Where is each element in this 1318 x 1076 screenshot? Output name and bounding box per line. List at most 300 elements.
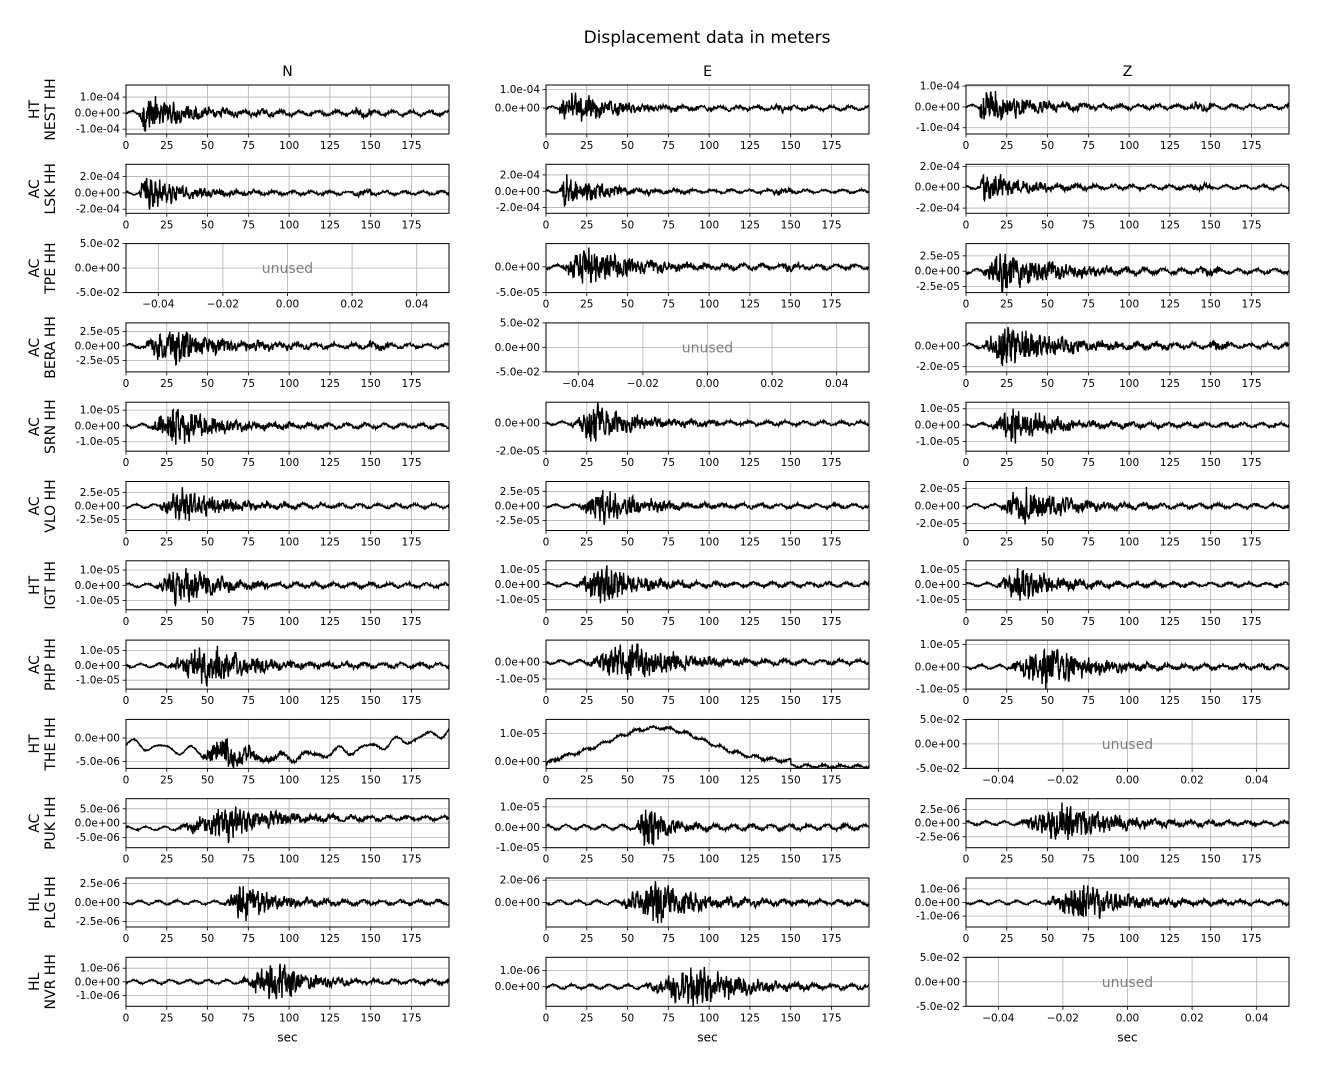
x-tick-label: 25 (580, 298, 594, 311)
unused-panel (915, 952, 1289, 1045)
x-tick-label: 100 (1119, 219, 1140, 232)
x-tick-label: 175 (1241, 933, 1262, 945)
x-tick-label: 100 (279, 140, 300, 152)
x-tick-label: 50 (200, 377, 215, 390)
x-tick-label: 150 (360, 457, 381, 470)
x-tick-label: 100 (699, 695, 720, 708)
x-tick-label: 125 (1159, 615, 1180, 628)
y-tick-label: 5.0e-02 (79, 238, 120, 251)
y-tick-label: -2.0e-05 (915, 518, 960, 530)
y-tick-label: -1.0e-05 (495, 842, 540, 855)
x-tick-label: 0 (122, 1012, 130, 1025)
station-row (27, 714, 1289, 787)
x-tick-label: 75 (661, 140, 676, 152)
x-tick-label: 100 (699, 140, 720, 152)
waveform-trace (966, 174, 1289, 200)
trace-panel (915, 799, 1289, 866)
x-tick-label: 125 (739, 298, 760, 311)
y-tick-label: 0.0e+00 (494, 755, 540, 768)
x-tick-label: 50 (1040, 219, 1055, 232)
trace-panel (915, 323, 1289, 390)
x-tick-label: 50 (1040, 536, 1055, 549)
y-tick-label: -2.0e-05 (915, 361, 960, 374)
trace-panel (495, 84, 869, 152)
x-tick-label: 125 (1159, 377, 1180, 390)
x-tick-label: 0 (122, 933, 130, 945)
x-tick-label: 75 (1081, 933, 1096, 945)
y-tick-label: -2.0e-04 (915, 202, 960, 215)
unused-label: unused (1101, 974, 1154, 991)
waveform-trace (546, 565, 869, 603)
x-axis-label: sec (697, 1030, 718, 1045)
x-tick-label: 25 (1000, 457, 1014, 470)
y-tick-label: -5.0e-02 (915, 762, 960, 775)
y-tick-label: 0.0e+00 (494, 821, 540, 834)
x-tick-label: 25 (1000, 140, 1014, 152)
x-tick-label: −0.02 (1046, 774, 1079, 787)
y-tick-label: -2.5e-05 (75, 514, 120, 527)
x-tick-label: 50 (620, 695, 635, 708)
x-tick-label: 50 (1040, 695, 1055, 708)
trace-panel (495, 402, 869, 469)
x-tick-label: 25 (1000, 377, 1014, 390)
y-tick-label: -5.0e-02 (915, 1000, 960, 1013)
y-tick-label: -1.0e-05 (915, 435, 960, 448)
waveform-trace (546, 404, 869, 442)
x-tick-label: 100 (1119, 933, 1140, 945)
x-tick-label: 0.02 (1180, 1012, 1204, 1025)
x-tick-label: 0.02 (1180, 774, 1204, 787)
y-tick-label: -1.0e-05 (75, 436, 120, 449)
y-tick-label: -1.0e-05 (75, 595, 120, 608)
x-tick-label: 125 (739, 615, 760, 628)
x-tick-label: 100 (279, 774, 300, 787)
y-tick-label: 1.0e-05 (919, 639, 960, 652)
x-tick-label: 75 (241, 933, 256, 945)
x-tick-label: 150 (1200, 853, 1221, 866)
x-tick-label: 100 (699, 536, 720, 549)
x-tick-label: 0 (962, 933, 970, 945)
x-tick-label: 0 (542, 219, 550, 232)
trace-panel (495, 244, 869, 311)
x-tick-label: 175 (401, 615, 422, 628)
x-tick-label: 50 (1040, 853, 1055, 866)
trace-panel (495, 957, 869, 1044)
x-tick-label: 125 (1159, 140, 1180, 152)
x-tick-label: 0 (962, 536, 970, 549)
y-tick-label: 1.0e-06 (79, 962, 120, 975)
trace-panel (915, 878, 1289, 945)
x-tick-label: 150 (1200, 377, 1221, 390)
trace-panel (915, 81, 1289, 152)
x-tick-label: 25 (580, 933, 594, 945)
x-tick-label: 100 (1119, 298, 1140, 311)
x-tick-label: 150 (360, 615, 381, 628)
y-tick-label: -2.0e-04 (75, 203, 120, 216)
column-titles (282, 64, 1132, 80)
x-tick-label: 0 (122, 853, 130, 866)
waveform-trace (966, 803, 1289, 841)
x-tick-label: 75 (241, 615, 256, 628)
x-tick-label: 0 (542, 140, 550, 152)
x-axis-label: sec (277, 1030, 298, 1045)
x-tick-label: 25 (580, 140, 594, 152)
x-tick-label: 25 (160, 219, 174, 232)
x-tick-label: 0 (122, 140, 130, 152)
y-tick-label: 0.0e+00 (914, 500, 960, 513)
station-label: ACBERA HH (27, 316, 59, 379)
y-tick-label: 2.5e-05 (499, 485, 540, 498)
x-tick-label: 0 (962, 695, 970, 708)
y-tick-label: 0.0e+00 (494, 185, 540, 198)
x-tick-label: 25 (580, 536, 594, 549)
x-tick-label: 100 (279, 219, 300, 232)
y-tick-label: -5.0e-06 (75, 755, 120, 768)
y-tick-label: 0.0e+00 (494, 261, 540, 274)
trace-panel (75, 323, 449, 390)
x-tick-label: 25 (580, 695, 594, 708)
x-tick-label: 175 (401, 140, 422, 152)
x-axis-label: sec (1117, 1030, 1138, 1045)
x-tick-label: 125 (739, 457, 760, 470)
x-tick-label: 50 (1040, 615, 1055, 628)
x-tick-label: 150 (360, 774, 381, 787)
waveform-trace (546, 248, 869, 284)
y-tick-label: -1.0e-05 (75, 674, 120, 687)
x-tick-label: 150 (360, 933, 381, 945)
x-tick-label: 175 (821, 933, 842, 945)
x-tick-label: −0.02 (1046, 1012, 1079, 1025)
x-tick-label: 0 (542, 774, 550, 787)
y-tick-label: 0.0e+00 (494, 102, 540, 115)
x-tick-label: 175 (1241, 140, 1262, 152)
x-tick-label: 175 (821, 774, 842, 787)
y-tick-label: 0.0e+00 (74, 187, 120, 200)
y-tick-label: -1.0e-05 (915, 593, 960, 606)
trace-panel (915, 402, 1289, 469)
panel-grid (27, 78, 1289, 1044)
x-tick-label: 0.00 (695, 377, 720, 390)
y-tick-label: 0.0e+00 (914, 976, 960, 989)
x-tick-label: 175 (821, 536, 842, 549)
x-tick-label: 0 (122, 377, 130, 390)
station-label: HLPLG HH (27, 876, 59, 929)
y-tick-label: 1.0e-05 (919, 403, 960, 416)
x-tick-label: 0 (542, 933, 550, 945)
x-tick-label: 100 (1119, 615, 1140, 628)
x-tick-label: 125 (1159, 853, 1180, 866)
station-row (27, 78, 1289, 152)
x-tick-label: 150 (360, 219, 381, 232)
x-tick-label: 25 (1000, 853, 1014, 866)
waveform-trace (546, 644, 869, 680)
x-tick-label: 0 (542, 695, 550, 708)
x-tick-label: 125 (1159, 298, 1180, 311)
x-tick-label: 75 (1081, 298, 1096, 311)
x-tick-label: 25 (160, 774, 174, 787)
x-tick-label: 50 (200, 695, 215, 708)
x-tick-label: 50 (200, 933, 215, 945)
x-tick-label: −0.04 (142, 298, 175, 311)
x-tick-label: 0 (962, 377, 970, 390)
unused-label: unused (1101, 736, 1154, 753)
figure-title: Displacement data in meters (583, 28, 831, 48)
waveform-trace (126, 964, 449, 999)
station-label: ACTPE HH (27, 242, 59, 294)
x-tick-label: 175 (821, 219, 842, 232)
trace-panel (915, 639, 1289, 707)
y-tick-label: 2.5e-06 (79, 877, 120, 890)
y-tick-label: 0.0e+00 (914, 340, 960, 353)
y-tick-label: -2.0e-04 (495, 202, 540, 215)
x-tick-label: 0 (122, 536, 130, 549)
y-tick-label: 0.0e+00 (494, 341, 540, 354)
x-tick-label: 150 (780, 933, 801, 945)
x-tick-label: 125 (739, 219, 760, 232)
y-tick-label: 1.0e-04 (919, 80, 960, 93)
x-tick-label: 0.00 (275, 298, 300, 311)
x-tick-label: 150 (780, 457, 801, 470)
y-tick-label: -2.5e-05 (75, 354, 120, 367)
x-tick-label: 25 (580, 853, 594, 866)
x-tick-label: 75 (661, 853, 676, 866)
waveform-trace (126, 178, 449, 210)
y-tick-label: 1.0e-05 (499, 564, 540, 577)
x-tick-label: 100 (1119, 457, 1140, 470)
x-tick-label: 100 (279, 615, 300, 628)
x-tick-label: 75 (1081, 377, 1096, 390)
x-tick-label: 175 (821, 615, 842, 628)
waveform-trace (966, 885, 1289, 919)
y-tick-label: 0.0e+00 (494, 981, 540, 994)
waveform-trace (966, 649, 1289, 690)
y-tick-label: -5.0e-06 (75, 832, 120, 845)
x-tick-label: 75 (1081, 536, 1096, 549)
station-label: ACSRN HH (27, 399, 59, 454)
x-tick-label: 75 (241, 695, 256, 708)
x-tick-label: 100 (279, 695, 300, 708)
station-row (27, 797, 1289, 866)
x-tick-label: 50 (200, 219, 215, 232)
x-tick-label: 175 (1241, 219, 1262, 232)
x-tick-label: 50 (1040, 377, 1055, 390)
y-tick-label: 0.0e+00 (914, 579, 960, 592)
axes-frame (546, 799, 869, 848)
y-tick-label: 0.0e+00 (74, 579, 120, 592)
x-tick-label: 25 (1000, 615, 1014, 628)
x-tick-label: 75 (661, 774, 676, 787)
x-tick-label: 75 (241, 140, 256, 152)
x-tick-label: 125 (319, 536, 340, 549)
trace-panel (75, 957, 449, 1044)
x-tick-label: 25 (160, 933, 174, 945)
x-tick-label: 50 (620, 536, 635, 549)
y-tick-label: 1.0e-04 (499, 84, 540, 97)
x-tick-label: −0.02 (626, 377, 659, 390)
x-tick-label: 150 (780, 774, 801, 787)
x-tick-label: 0 (542, 1012, 550, 1025)
station-label: ACPHP HH (27, 638, 59, 692)
y-tick-label: 1.0e-04 (79, 91, 120, 104)
waveform-trace (126, 332, 449, 365)
x-tick-label: 25 (1000, 536, 1014, 549)
y-tick-label: 2.0e-04 (79, 171, 120, 184)
y-tick-label: -1.0e-06 (915, 910, 960, 923)
station-label: ACVLO HH (27, 479, 59, 533)
x-tick-label: 75 (661, 457, 676, 470)
x-tick-label: 100 (699, 298, 720, 311)
x-tick-label: 50 (200, 140, 215, 152)
y-tick-label: -1.0e-04 (75, 123, 120, 136)
x-tick-label: 125 (739, 933, 760, 945)
x-tick-label: 75 (1081, 140, 1096, 152)
y-tick-label: -1.0e-05 (495, 593, 540, 606)
station-label: HTTHE HH (27, 717, 59, 771)
y-tick-label: -1.0e-04 (915, 122, 960, 135)
x-tick-label: 175 (401, 1012, 422, 1025)
unused-label: unused (261, 261, 314, 278)
x-tick-label: 25 (1000, 695, 1014, 708)
waveform-trace (546, 810, 869, 846)
x-tick-label: 50 (620, 853, 635, 866)
x-tick-label: 25 (160, 853, 174, 866)
x-tick-label: 25 (1000, 298, 1014, 311)
x-tick-label: 75 (1081, 219, 1096, 232)
x-tick-label: 100 (1119, 695, 1140, 708)
y-tick-label: 1.0e-06 (919, 883, 960, 896)
x-tick-label: 125 (1159, 695, 1180, 708)
y-tick-label: 0.0e+00 (74, 420, 120, 433)
x-tick-label: 25 (1000, 933, 1014, 945)
x-tick-label: 175 (821, 1012, 842, 1025)
waveform-trace (966, 91, 1289, 119)
x-tick-label: 125 (319, 457, 340, 470)
trace-panel (75, 85, 449, 152)
y-tick-label: 2.0e-05 (919, 483, 960, 495)
x-tick-label: 150 (360, 536, 381, 549)
x-tick-label: 75 (241, 853, 256, 866)
x-tick-label: 150 (780, 536, 801, 549)
y-tick-label: 0.0e+00 (914, 817, 960, 830)
column-title: N (282, 64, 293, 80)
waveform-trace (126, 96, 449, 132)
x-tick-label: 0 (962, 615, 970, 628)
y-tick-label: -2.5e-06 (75, 916, 120, 929)
x-tick-label: 50 (620, 933, 635, 945)
y-tick-label: 0.0e+00 (914, 101, 960, 114)
trace-panel (495, 875, 869, 945)
x-tick-label: 100 (279, 377, 300, 390)
waveform-trace (546, 490, 869, 525)
trace-panel (495, 561, 869, 628)
station-row (27, 399, 1289, 469)
waveform-trace (546, 967, 869, 1006)
x-tick-label: 125 (1159, 457, 1180, 470)
x-tick-label: 125 (319, 695, 340, 708)
station-row (27, 161, 1289, 231)
x-tick-label: 50 (200, 853, 215, 866)
x-tick-label: 50 (620, 1012, 635, 1025)
y-tick-label: 2.5e-05 (79, 486, 120, 499)
y-tick-label: 5.0e-06 (79, 803, 120, 816)
x-tick-label: 100 (1119, 140, 1140, 152)
x-tick-label: 50 (200, 536, 215, 549)
station-row (27, 479, 1289, 548)
x-tick-label: 75 (661, 1012, 676, 1025)
x-tick-label: 150 (1200, 219, 1221, 232)
x-tick-label: 0 (962, 140, 970, 152)
x-tick-label: 25 (580, 1012, 594, 1025)
y-tick-label: 0.0e+00 (494, 579, 540, 592)
y-tick-label: 2.5e-05 (919, 250, 960, 263)
x-tick-label: 125 (1159, 536, 1180, 549)
y-tick-label: -5.0e-02 (75, 287, 120, 300)
x-tick-label: 125 (739, 774, 760, 787)
x-tick-label: 175 (401, 695, 422, 708)
x-tick-label: 25 (160, 140, 174, 152)
x-tick-label: 150 (360, 695, 381, 708)
axes-frame (966, 164, 1289, 213)
y-tick-label: 2.5e-05 (79, 326, 120, 339)
y-tick-label: 1.0e-05 (499, 801, 540, 814)
x-tick-label: 150 (780, 140, 801, 152)
x-tick-label: 125 (739, 536, 760, 549)
trace-panel (75, 402, 449, 469)
x-tick-label: 0.02 (760, 377, 784, 390)
x-tick-label: 150 (360, 140, 381, 152)
x-tick-label: 125 (1159, 219, 1180, 232)
x-tick-label: 125 (319, 615, 340, 628)
x-tick-label: 50 (200, 1012, 215, 1025)
station-row (27, 875, 1289, 945)
x-tick-label: 25 (580, 457, 594, 470)
trace-panel (75, 878, 449, 945)
x-tick-label: 175 (1241, 853, 1262, 866)
x-tick-label: 0 (962, 853, 970, 866)
waveform-trace (546, 726, 869, 769)
x-tick-label: 150 (1200, 457, 1221, 470)
x-tick-label: 125 (1159, 933, 1180, 945)
y-tick-label: 0.0e+00 (74, 500, 120, 513)
y-tick-label: 2.5e-06 (919, 804, 960, 817)
y-tick-label: -2.5e-06 (915, 831, 960, 844)
x-tick-label: 125 (739, 140, 760, 152)
y-tick-label: -1.0e-05 (495, 673, 540, 686)
x-tick-label: 0.00 (1115, 1012, 1140, 1025)
x-tick-label: −0.04 (982, 1012, 1015, 1025)
x-tick-label: 0 (542, 298, 550, 311)
y-tick-label: 5.0e-02 (919, 713, 960, 726)
x-tick-label: 175 (401, 536, 422, 549)
x-tick-label: 150 (780, 298, 801, 311)
trace-panel (495, 164, 869, 231)
column-title: E (703, 64, 712, 80)
x-tick-label: 150 (1200, 933, 1221, 945)
y-tick-label: 0.0e+00 (914, 897, 960, 909)
y-tick-label: 0.0e+00 (74, 817, 120, 830)
unused-panel (495, 317, 869, 390)
x-tick-label: 175 (401, 853, 422, 866)
x-tick-label: 100 (1119, 536, 1140, 549)
x-tick-label: 0 (122, 774, 130, 787)
x-tick-label: 0 (542, 457, 550, 470)
trace-panel (915, 161, 1289, 231)
y-tick-label: 2.0e-04 (499, 169, 540, 182)
y-tick-label: 1.0e-05 (499, 727, 540, 740)
x-tick-label: 175 (1241, 298, 1262, 311)
x-tick-label: 100 (699, 457, 720, 470)
y-tick-label: 0.0e+00 (914, 181, 960, 194)
